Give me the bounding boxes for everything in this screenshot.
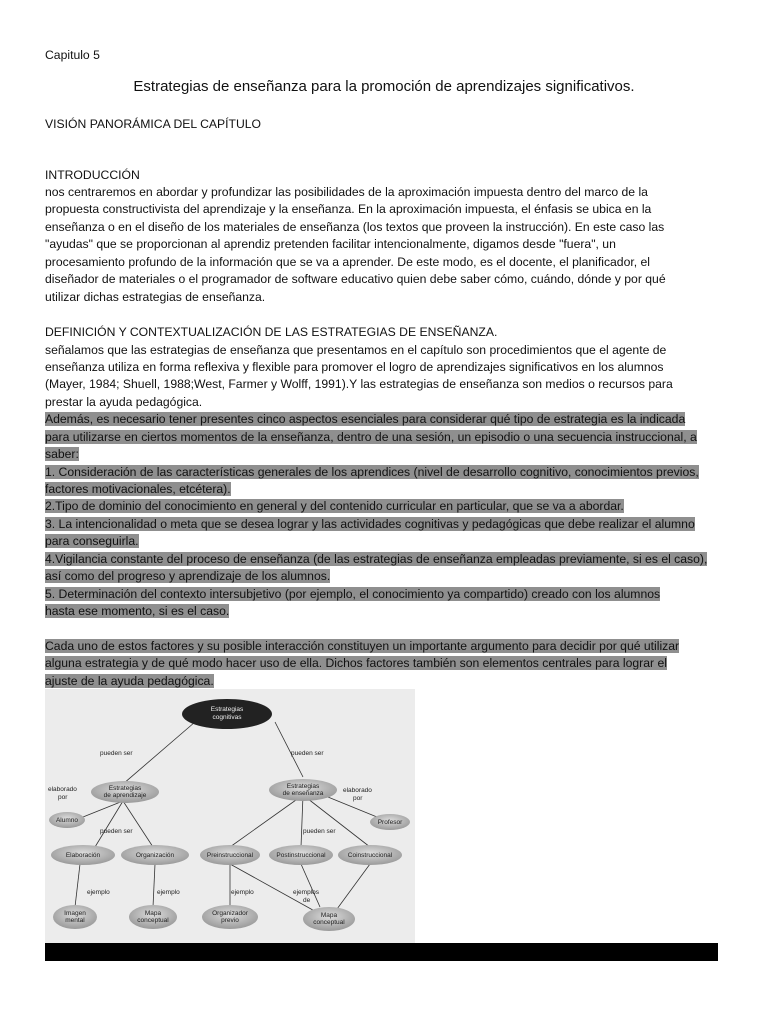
intro-line: nos centraremos en abordar y profundizar las posibilidades de la aproximación impuesta dentro del marco de la bbox=[45, 185, 648, 199]
highlighted-line: saber: bbox=[45, 447, 79, 461]
node-text: Estrategias bbox=[108, 785, 142, 792]
node-text: Profesor bbox=[377, 819, 403, 826]
node-text: previo bbox=[221, 917, 239, 924]
closing-line: ajuste de la ayuda pedagógica. bbox=[45, 674, 214, 688]
node-text: conceptual bbox=[137, 917, 169, 924]
edge-label: elaborado bbox=[48, 786, 77, 793]
intro-line: procesamiento profundo de la información que se va a aprender. De este modo, es el docente, el planificador, el bbox=[45, 255, 651, 269]
edge-label: pueden ser bbox=[100, 750, 133, 757]
edge-label: por bbox=[353, 795, 363, 802]
node-text: conceptual bbox=[313, 919, 345, 926]
edge-label: pueden ser bbox=[291, 750, 324, 757]
node-text: Coinstruccional bbox=[347, 852, 393, 859]
highlighted-line: para conseguirla. bbox=[45, 534, 139, 548]
node-text: de aprendizaje bbox=[103, 792, 147, 799]
node-text: Organización bbox=[135, 852, 175, 859]
concept-map-diagram bbox=[45, 689, 415, 943]
node-text: de enseñanza bbox=[282, 790, 324, 797]
node-text: mental bbox=[65, 917, 85, 924]
edge-label: por bbox=[58, 794, 68, 801]
node-text: Estrategias bbox=[286, 783, 320, 790]
highlighted-line: 1. Consideración de las características generales de los aprendices (nivel de desarrollo cognitivo, conocimientos previos, bbox=[45, 465, 699, 479]
edge-label: ejemplo bbox=[87, 889, 110, 896]
highlighted-line: 4.Vigilancia constante del proceso de enseñanza (de las estrategias de enseñanza empleadas previamente, si es el caso), bbox=[45, 552, 708, 566]
node-text: Mapa bbox=[320, 912, 338, 919]
black-bar bbox=[45, 943, 718, 961]
definition-line: señalamos que las estrategias de enseñanza que presentamos en el capítulo son procedimientos que el agente de bbox=[45, 343, 667, 357]
node-text: Preinstruccional bbox=[206, 852, 254, 859]
definition-line: enseñanza utiliza en forma reflexiva y flexible para promover el logro de aprendizajes significativos en los alumnos bbox=[45, 360, 664, 374]
closing-line: Cada uno de estos factores y su posible interacción constituyen un importante argumento para decidir por qué utilizar bbox=[45, 639, 680, 653]
intro-line: propuesta constructivista del aprendizaje y la enseñanza. En la aproximación impuesta, el énfasis se ubica en la bbox=[45, 202, 652, 216]
highlighted-line: para utilizarse en ciertos momentos de la enseñanza, dentro de una sesión, un episodio o una secuencia instruccional, a bbox=[45, 430, 697, 444]
highlighted-line: 5. Determinación del contexto intersubjetivo (por ejemplo, el conocimiento ya compartido) creado con los alumnos bbox=[45, 587, 661, 601]
definition-line: (Mayer, 1984; Shuell, 1988;West, Farmer y Wolff, 1991).Y las estrategias de enseñanza son medios o recursos para bbox=[45, 377, 673, 391]
intro-line: utilizar dichas estrategias de enseñanza. bbox=[45, 290, 266, 304]
intro-heading: INTRODUCCIÓN bbox=[45, 168, 140, 182]
node-text: Organizador bbox=[212, 910, 248, 917]
chapter-label: Capitulo 5 bbox=[45, 48, 100, 62]
node-text: Mapa bbox=[144, 910, 162, 917]
highlighted-line: Además, es necesario tener presentes cinco aspectos esenciales para considerar qué tipo de estrategia es la indicada bbox=[45, 412, 686, 426]
edge-label: elaborado bbox=[343, 787, 372, 794]
root-node-text: cognitivas bbox=[212, 714, 242, 721]
intro-line: enseñanza o en el diseño de los materiales de enseñanza (los textos que proveen la instrucción). En este caso las bbox=[45, 220, 665, 234]
highlighted-line: 3. La intencionalidad o meta que se desea lograr y las actividades cognitivas y pedagógicas que debe realizar el alumno bbox=[45, 517, 695, 531]
highlighted-line: factores motivacionales, etcétera). bbox=[45, 482, 231, 496]
closing-line: alguna estrategia y de qué modo hacer uso de ella. Dichos factores también son elementos centrales para lograr el bbox=[45, 656, 667, 670]
edge-label: pueden ser bbox=[100, 828, 133, 835]
definition-heading: DEFINICIÓN Y CONTEXTUALIZACIÓN DE LAS ESTRATEGIAS DE ENSEÑANZA. bbox=[45, 325, 498, 339]
definition-line: prestar la ayuda pedagógica. bbox=[45, 395, 203, 409]
node-text: Elaboración bbox=[65, 852, 101, 859]
overview-heading: VISIÓN PANORÁMICA DEL CAPÍTULO bbox=[45, 117, 262, 131]
node-text: Postinstruccional bbox=[276, 852, 326, 859]
node-text: Imagen bbox=[64, 910, 86, 917]
edge-label: ejemplo bbox=[157, 889, 180, 896]
intro-line: "ayudas" que se proporcionan al aprendiz pretenden facilitar intencionalmente, digamos desde "fuera", un bbox=[45, 237, 616, 251]
page-title: Estrategias de enseñanza para la promoción de aprendizajes significativos. bbox=[133, 78, 635, 95]
edge-label: ejemplos bbox=[293, 889, 320, 896]
edge-label: pueden ser bbox=[303, 828, 336, 835]
intro-line: diseñador de materiales o el programador de software educativo quien debe saber cómo, cuándo, dónde y por qué bbox=[45, 272, 666, 286]
node-text: Alumno bbox=[55, 817, 79, 824]
highlighted-line: hasta ese momento, si es el caso. bbox=[45, 604, 230, 618]
highlighted-line: 2.Tipo de dominio del conocimiento en general y del contenido curricular en particular, que se va a abordar. bbox=[45, 499, 624, 513]
highlighted-line: así como del progreso y aprendizaje de los alumnos. bbox=[45, 569, 331, 583]
root-node-text: Estrategias bbox=[210, 706, 244, 713]
concept-map-image bbox=[45, 689, 415, 943]
edge-label: ejemplo bbox=[231, 889, 254, 896]
edge-label: de bbox=[303, 897, 311, 904]
